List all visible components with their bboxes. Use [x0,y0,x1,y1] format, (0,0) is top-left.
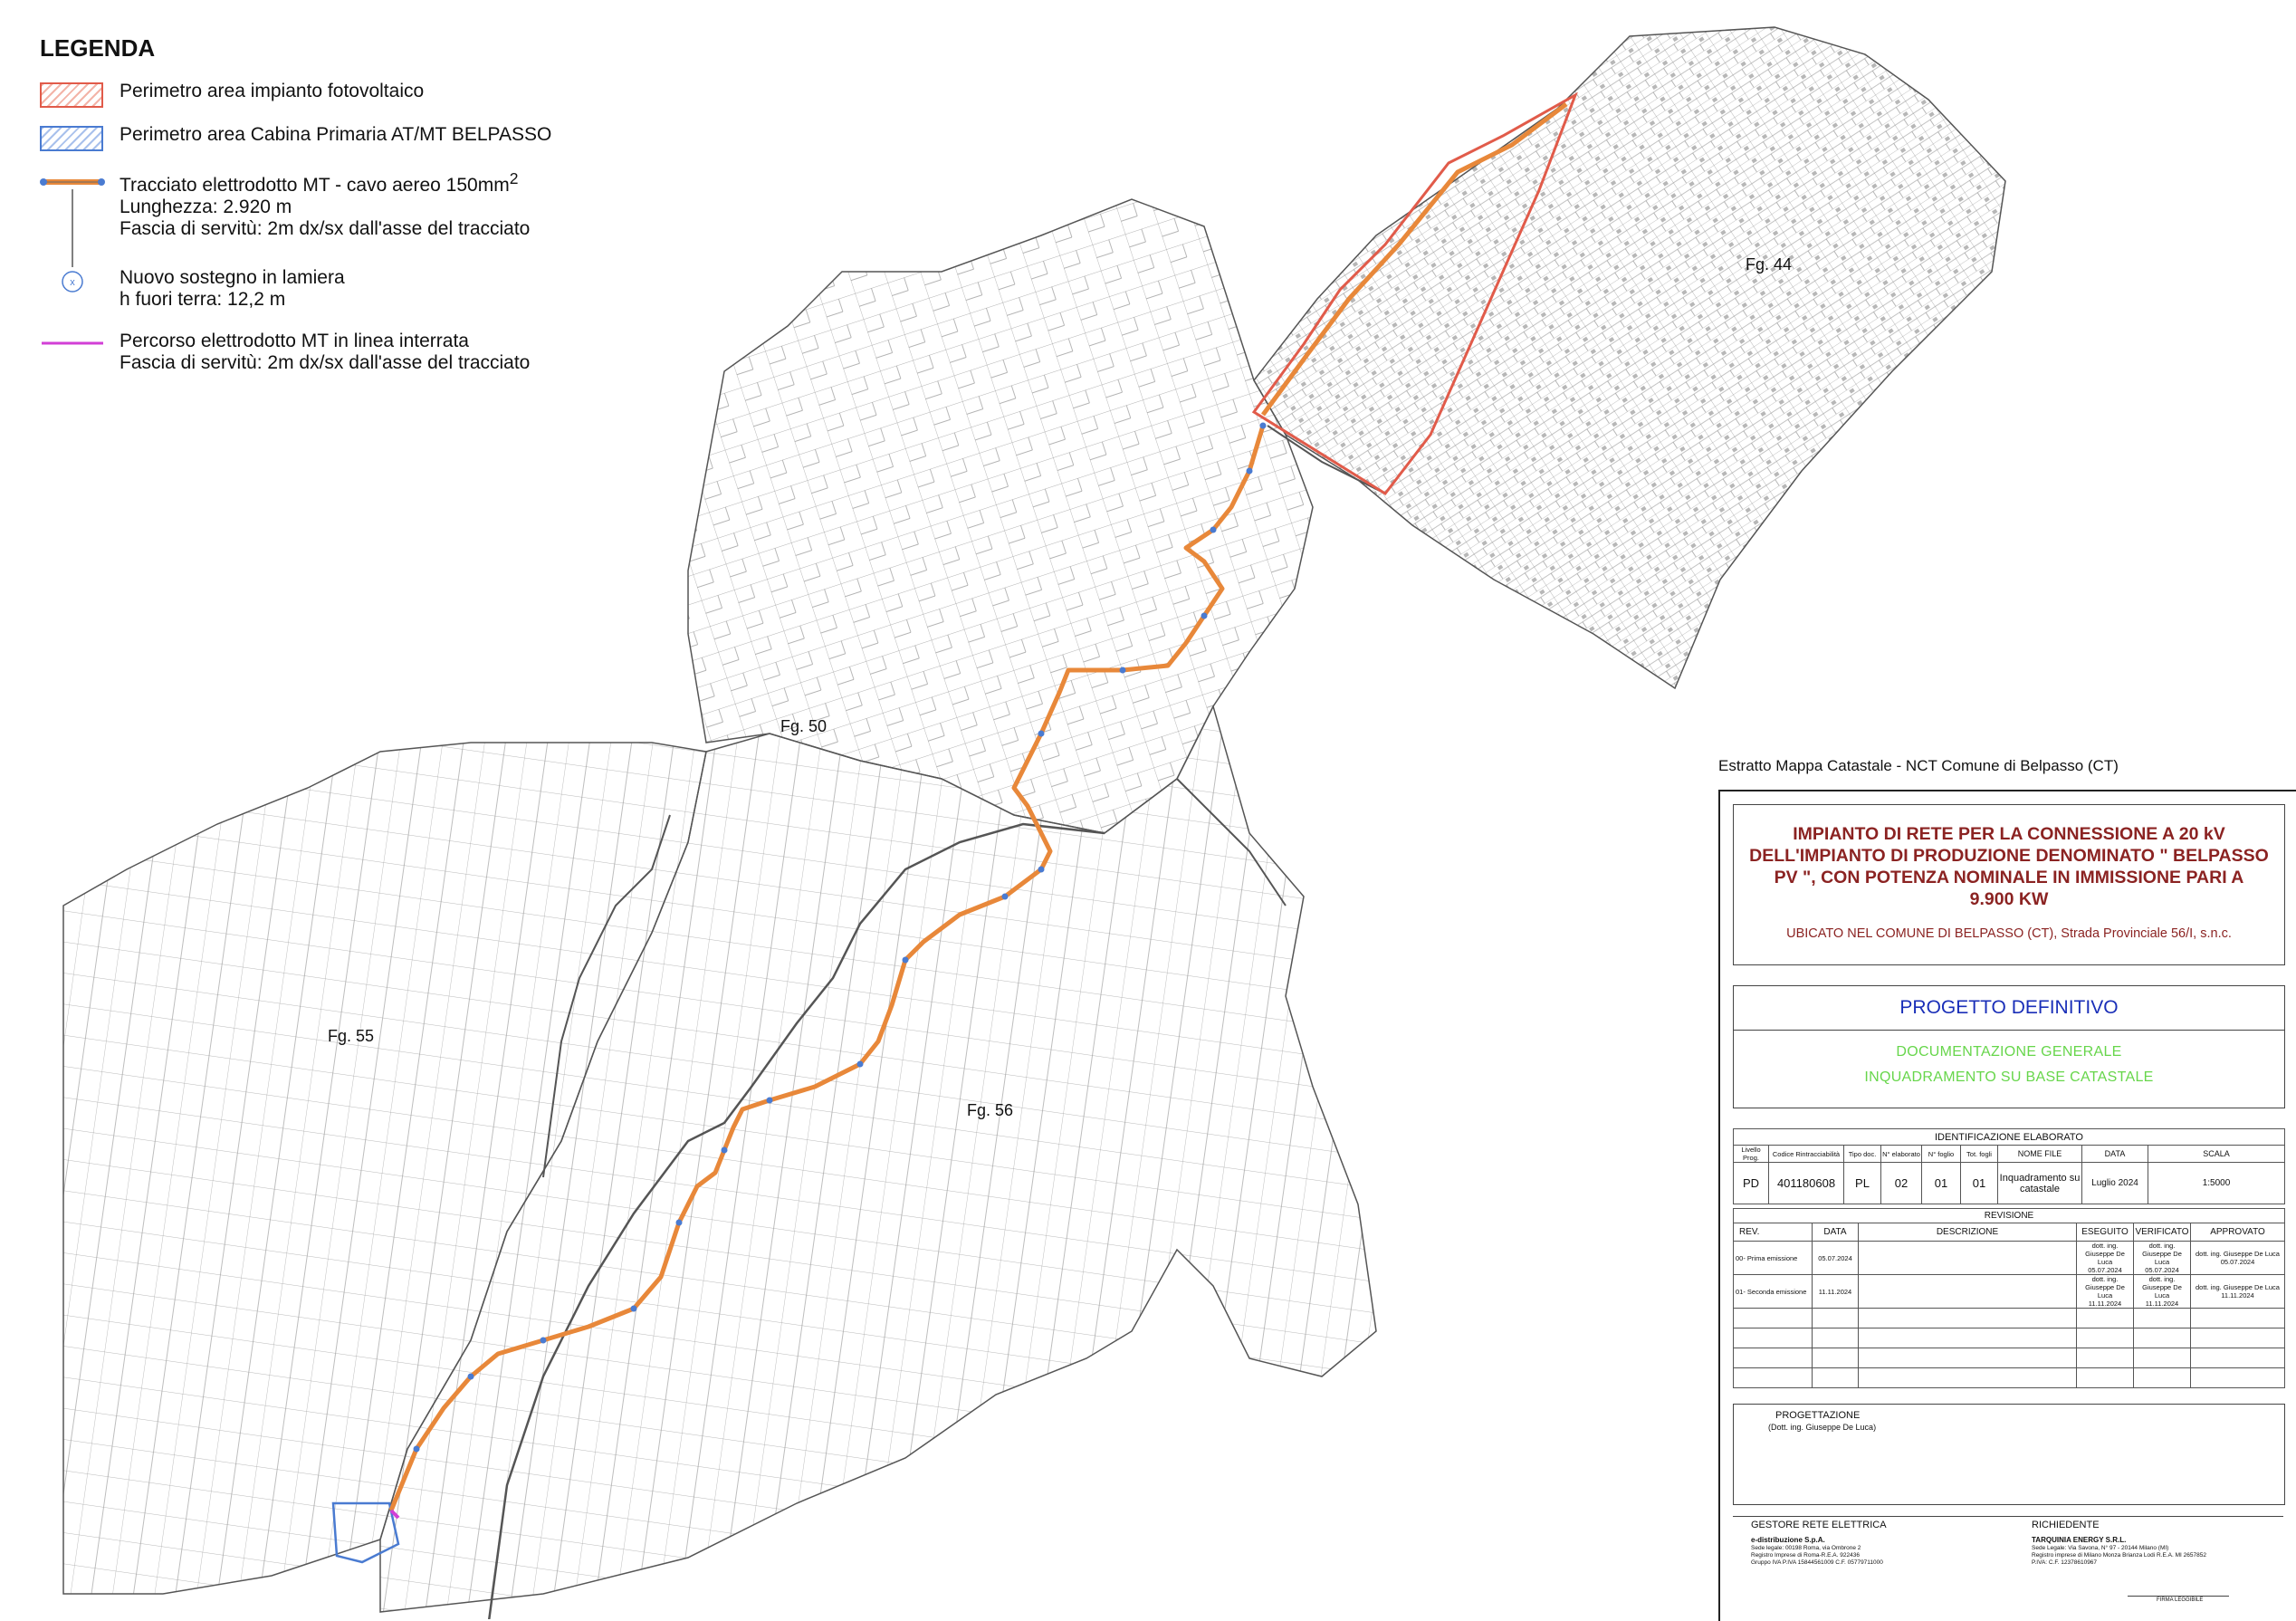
svg-text:x: x [70,277,75,288]
title-block: IMPIANTO DI RETE PER LA CONNESSIONE A 20 kV DELL'IMPIANTO DI PRODUZIONE DENOMINATO " BELPASSO PV ", CON POTENZA NOMINALE IN IMMISSIONE PARI A 9.900 KW UBICATO NEL COMUNE DI BELPASSO (CT), Strada Provinciale 56/I, s.n.c. PROGETTO DEFINITIVO DOCUMENTAZIONE GENERALE INQUADRAMENTO SU BASE CATASTALE IDENTIFICAZIONE ELABORATO Livello Prog. Codice Rintracciabilità Tipo doc. N° elaborato N° foglio Tot. fogli NOME FILE DATA SCALA PD 401180608 PL 02 01 01 Inquadramento su catastale Luglio 2024 1:5000 REVISIONE REV. DATA DESCRIZIONE ESEGUITO VERIFICATO APPROVATO 00- Prima emissione 05.07.2024 dott. ing. Giuseppe De Luca 05.07.2024 dott. ing. Giuseppe De Luca 05.07.2024 dott. ing. Giuseppe De Luca 05.07.2024 01- Seconda emissione 11.11.2024 dott. ing. Giuseppe De Luca 11.11.2024 dott. ing. Giuseppe De Luca 11.11.2024 dott. ing. Giuseppe De Luca 11.11.2024 PROGETTAZIONE (Dott. ing. Giuseppe De Luca) GESTORE RETE ELETTRICA e-distribuzione S.p.A. Sede legale: 00198 Roma, via Ombrone 2 Registro Imprese di Roma-R.E.A. 922436 Gruppo IVA P.IVA 15844561009 C.F. 05779711000 RICHIEDENTE TARQUINIA ENERGY S.R.L. Sede Legale: Via Savona, N° 97 - 20144 Milano (MI) Registro imprese di Milano Monza Brianza Lodi R.E.A. MI 2657852 P.IVA: C.F. 12378610967 FIRMA LEGGIBILE [1718,790,2296,1621]
legend [36,34,598,379]
legend-item-pv-perimeter: Perimetro area impianto fotovoltaico [36,79,598,122]
richiedente-label: RICHIEDENTE [2032,1520,2100,1530]
sheet-area-fg44 [1254,27,2005,688]
progettazione-box: PROGETTAZIONE (Dott. ing. Giuseppe De Luca) [1733,1404,2285,1505]
sheet-label-fg50: Fg. 50 [780,717,828,735]
overhead-line-icon [40,169,105,269]
phase-title: PROGETTO DEFINITIVO [1899,997,2119,1018]
phase-box: PROGETTO DEFINITIVO DOCUMENTAZIONE GENERALE INQUADRAMENTO SU BASE CATASTALE [1733,985,2285,1108]
legend-item-overhead-line: Tracciato elettrodotto MT - cavo aereo $150mm^2$ Lunghezza: 2.920 m Fascia di servitù: 2m dx/sx dall'asse del tracciato [36,166,598,265]
blue-hatch-icon [40,126,103,151]
revision-row: 01- Seconda emissione 11.11.2024 dott. ing. Giuseppe De Luca 11.11.2024 dott. ing. Giuseppe De Luca 11.11.2024 dott. ing. Giuseppe De Luca 11.11.2024 [1734,1275,2285,1309]
sheet-label-fg44: Fg. 44 [1746,255,1793,273]
project-title-box: IMPIANTO DI RETE PER LA CONNESSIONE A 20 kV DELL'IMPIANTO DI PRODUZIONE DENOMINATO " BELPASSO PV ", CON POTENZA NOMINALE IN IMMISSIONE PARI A 9.900 KW UBICATO NEL COMUNE DI BELPASSO (CT), Strada Provinciale 56/I, s.n.c. [1733,804,2285,965]
sheet-label-fg55: Fg. 55 [328,1027,375,1045]
map-caption: Estratto Mappa Catastale - NCT Comune di Belpasso (CT) [1718,757,2119,774]
legend-item-support: x Nuovo sostegno in lamiera h fuori terra: 12,2 m [36,265,598,329]
legend-title: LEGENDA [40,34,156,62]
legend-item-underground-line: Percorso elettrodotto MT in linea interrata Fascia di servitù: 2m dx/sx dall'asse del tracciato [36,329,598,379]
gestore-label: GESTORE RETE ELETTRICA [1751,1520,1887,1530]
revision-row: 00- Prima emissione 05.07.2024 dott. ing. Giuseppe De Luca 05.07.2024 dott. ing. Giuseppe De Luca 05.07.2024 dott. ing. Giuseppe De Luca 05.07.2024 [1734,1242,2285,1275]
signature-label: FIRMA LEGGIBILE [2157,1597,2204,1603]
sheet-label-fg56: Fg. 56 [967,1101,1014,1119]
identification-table: IDENTIFICAZIONE ELABORATO Livello Prog. Codice Rintracciabilità Tipo doc. N° elaborato N° foglio Tot. fogli NOME FILE DATA SCALA PD 401180608 PL 02 01 01 Inquadramento su catastale Luglio 2024 1:5000 [1733,1128,2285,1204]
underground-line-icon [40,332,105,350]
legend-item-substation-perimeter: Perimetro area Cabina Primaria AT/MT BELPASSO [36,122,598,166]
location-text: UBICATO NEL COMUNE DI BELPASSO (CT), Strada Provinciale 56/I, s.n.c. [1786,926,2232,941]
revision-table: REVISIONE REV. DATA DESCRIZIONE ESEGUITO VERIFICATO APPROVATO 00- Prima emissione 05.07.2024 dott. ing. Giuseppe De Luca 05.07.2024 dott. ing. Giuseppe De Luca 05.07.2024 dott. ing. Giuseppe De Luca 05.07.2024 01- Seconda emissione 11.11.2024 dott. ing. Giuseppe De Luca 11.11.2024 dott. ing. Giuseppe De Luca 11.11.2024 dott. ing. Giuseppe De Luca 11.11.2024 [1733,1208,2285,1388]
support-pole-icon [40,269,105,300]
red-hatch-icon [40,82,103,108]
